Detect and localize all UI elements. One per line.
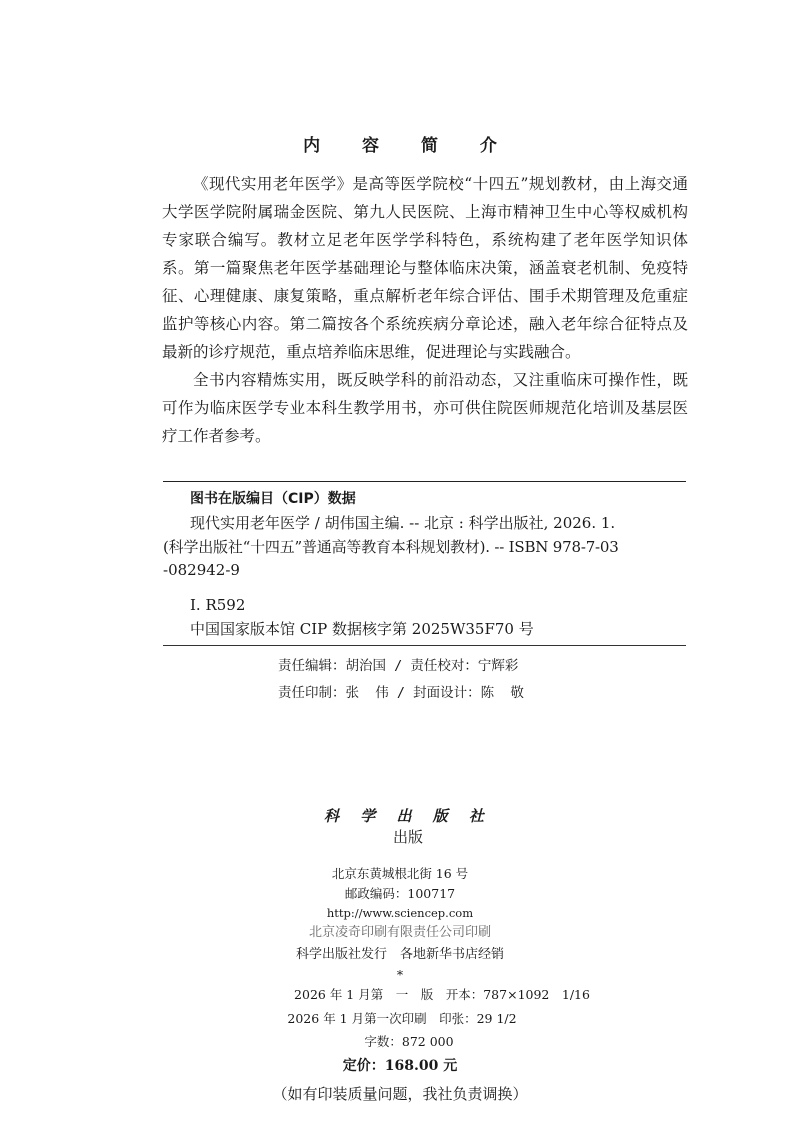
- publisher-url: http://www.sciencep.com: [326, 906, 474, 920]
- cip-record-number: 中国国家版本馆 CIP 数据核字第 2025W35F70 号: [190, 619, 534, 638]
- cip-line-2: (科学出版社“十四五”普通高等教育本科规划教材). -- ISBN 978-7-03: [163, 537, 619, 556]
- postcode: 邮政编码：100717: [344, 886, 456, 901]
- printer-line: 北京凌奇印刷有限责任公司印刷: [308, 925, 491, 940]
- separator-star: *: [396, 967, 404, 982]
- page-title: 内 容 简 介: [303, 136, 515, 156]
- cip-line-1: 现代实用老年医学 / 胡伟国主编. -- 北京 : 科学出版社, 2026. 1.: [190, 514, 616, 532]
- edition-line: 2026 年 1 月第 一 版 开本：787×1092 1/16: [294, 987, 590, 1002]
- intro-paragraph-2: 全书内容精炼实用，既反映学科的前沿动态，又注重临床可操作性，既可作为临床医学专业本科生教学用书，亦可供住院医师规范化培训及基层医疗工作者参考。: [162, 371, 688, 445]
- publisher-line: [0, 790, 800, 862]
- intro-paragraph-1: 《现代实用老年医学》是高等医学院校“十四五”规划教材，由上海交通大学医学院附属瑞金医院、第九人民医院、上海市精神卫生中心等权威机构专家联合编写。教材立足老年医学学科特色，系统构建了老年医学知识体系。第一篇聚焦老年医学基础理论与整体临床决策，涵盖衰老机制、免疫特征、心理健康、康复策略，重点解析老年综合评估、围手术期管理及危重症监护等核心内容。第二篇按各个系统疾病分章论述，融入老年综合征特点及最新的诊疗规范，重点培养临床思维，促进理论与实践融合。: [162, 175, 688, 361]
- printing-line: 2026 年 1 月第一次印刷 印张：29 1/2: [287, 1011, 517, 1026]
- publisher-name: 科 学 出 版 社: [324, 807, 492, 825]
- wordcount-line: 字数：872 000: [364, 1034, 454, 1049]
- cip-classification: Ⅰ. R592: [190, 596, 246, 614]
- cip-bottom-divider: [163, 645, 686, 646]
- imprint-section: [0, 790, 800, 1109]
- cip-top-divider: [163, 481, 686, 482]
- cip-classification-block: [163, 594, 686, 641]
- price-line: 定价：168.00 元: [342, 1058, 458, 1074]
- staff-line-2: 责任印制：张 伟 / 封面设计：陈 敬: [278, 685, 524, 701]
- distribution-line: 科学出版社发行 各地新华书店经销: [295, 947, 504, 962]
- quality-note: （如有印装质量问题，我社负责调换）: [272, 1085, 528, 1103]
- staff-line-1: 责任编辑：胡治国 / 责任校对：宁辉彩: [278, 658, 519, 674]
- cip-heading: 图书在版编目（CIP）数据: [190, 491, 356, 507]
- publisher-address: 北京东黄城根北街 16 号: [331, 866, 469, 881]
- intro-section: [162, 170, 688, 450]
- cip-line-3: -082942-9: [163, 561, 240, 579]
- publisher-suffix: 出版: [392, 828, 423, 846]
- cip-record: [163, 512, 686, 583]
